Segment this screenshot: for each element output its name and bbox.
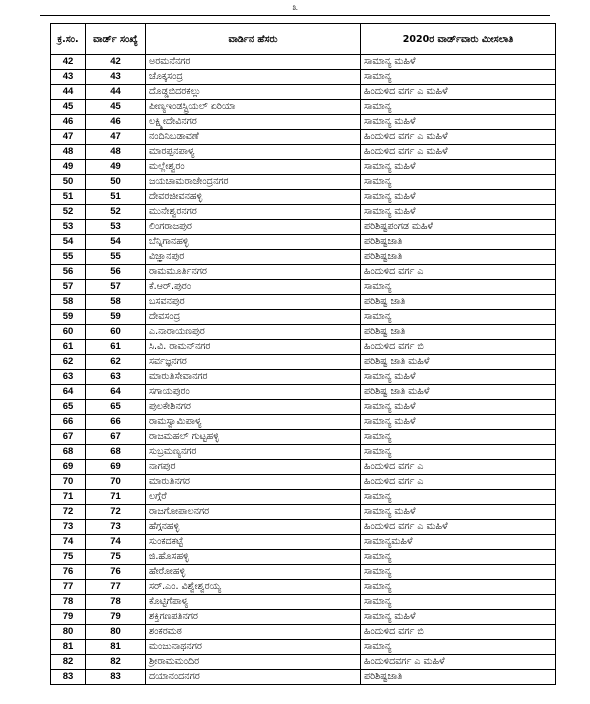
cell-ward-name: ಮಾರಪ್ಪನಪಾಳ್ಯ: [146, 145, 361, 160]
cell-reservation: ಪರಿಶಿಷ್ಟ ಜಾತಿ: [361, 325, 556, 340]
cell-ward-no: 43: [86, 70, 146, 85]
cell-sl-no: 47: [51, 130, 86, 145]
cell-ward-name: ಸುಂಕದಕಟ್ಟೆ: [146, 535, 361, 550]
cell-sl-no: 65: [51, 400, 86, 415]
cell-ward-no: 64: [86, 385, 146, 400]
cell-ward-no: 60: [86, 325, 146, 340]
cell-sl-no: 48: [51, 145, 86, 160]
table-row: [51, 460, 556, 475]
cell-reservation: ಹಿಂದುಳಿದ ವರ್ಗ ಎ ಮಹಿಳೆ: [361, 520, 556, 535]
cell-sl-no: 46: [51, 115, 86, 130]
cell-ward-name: ಸಗಾಯಪುರಂ: [146, 385, 361, 400]
cell-ward-no: 82: [86, 655, 146, 670]
cell-ward-name: ಹೇರೋಹಳ್ಳಿ: [146, 565, 361, 580]
cell-ward-no: 71: [86, 490, 146, 505]
cell-ward-no: 70: [86, 475, 146, 490]
table-row: [51, 640, 556, 655]
cell-sl-no: 54: [51, 235, 86, 250]
table-row: [51, 610, 556, 625]
cell-ward-name: ನಾಗಪುರ: [146, 460, 361, 475]
table-row: [51, 130, 556, 145]
table-row: [51, 655, 556, 670]
cell-sl-no: 75: [51, 550, 86, 565]
cell-sl-no: 63: [51, 370, 86, 385]
cell-sl-no: 57: [51, 280, 86, 295]
cell-sl-no: 51: [51, 190, 86, 205]
cell-ward-no: 58: [86, 295, 146, 310]
cell-reservation: ಪರಿಶಿಷ್ಟ ಜಾತಿ: [361, 295, 556, 310]
table-row: [51, 670, 556, 685]
table-header-row: [51, 24, 556, 55]
table-row: [51, 520, 556, 535]
cell-ward-name: ಲಕ್ಷ್ಮೀದೇವಿನಗರ: [146, 115, 361, 130]
header-sl-no: ಕ್ರ.ಸಂ.: [51, 24, 86, 55]
cell-ward-no: 45: [86, 100, 146, 115]
table-row: [51, 70, 556, 85]
ward-reservation-table: [50, 23, 556, 685]
cell-ward-name: ರಾಮಮೂರ್ತಿನಗರ: [146, 265, 361, 280]
cell-ward-no: 53: [86, 220, 146, 235]
table-row: [51, 355, 556, 370]
page-number: ೩: [292, 2, 298, 13]
cell-reservation: ಹಿಂದುಳಿದ ವರ್ಗ ಎ: [361, 475, 556, 490]
table-row: [51, 205, 556, 220]
cell-reservation: ಸಾಮಾನ್ಯ: [361, 430, 556, 445]
cell-sl-no: 42: [51, 55, 86, 70]
cell-sl-no: 45: [51, 100, 86, 115]
cell-ward-no: 73: [86, 520, 146, 535]
cell-ward-name: ದೇವಸಂದ್ರ: [146, 310, 361, 325]
cell-ward-name: ಶ್ರೀರಾಮಮಂದಿರ: [146, 655, 361, 670]
cell-sl-no: 53: [51, 220, 86, 235]
cell-sl-no: 64: [51, 385, 86, 400]
table-row: [51, 535, 556, 550]
cell-ward-no: 50: [86, 175, 146, 190]
header-ward-no: ವಾರ್ಡ್ ಸಂಖ್ಯೆ: [86, 24, 146, 55]
cell-ward-name: ಜಯಚಾಮರಾಜೇಂದ್ರನಗರ: [146, 175, 361, 190]
table-row: [51, 250, 556, 265]
cell-reservation: ಸಾಮಾನ್ಯ ಮಹಿಳೆ: [361, 610, 556, 625]
cell-ward-name: ಅರಮನೆನಗರ: [146, 55, 361, 70]
cell-reservation: ಸಾಮಾನ್ಯ: [361, 550, 556, 565]
cell-reservation: ಸಾಮಾನ್ಯಮಹಿಳೆ: [361, 535, 556, 550]
cell-sl-no: 73: [51, 520, 86, 535]
cell-sl-no: 81: [51, 640, 86, 655]
cell-ward-no: 66: [86, 415, 146, 430]
table-row: [51, 370, 556, 385]
cell-ward-name: ಶಕ್ತಿಗಣಪತಿನಗರ: [146, 610, 361, 625]
cell-sl-no: 69: [51, 460, 86, 475]
table-row: [51, 160, 556, 175]
table-row: [51, 100, 556, 115]
cell-ward-name: ಮಂಜುನಾಥನಗರ: [146, 640, 361, 655]
cell-sl-no: 83: [51, 670, 86, 685]
cell-sl-no: 74: [51, 535, 86, 550]
cell-sl-no: 71: [51, 490, 86, 505]
cell-ward-name: ಹೆಗ್ಗನಹಳ್ಳಿ: [146, 520, 361, 535]
cell-ward-no: 42: [86, 55, 146, 70]
cell-ward-no: 68: [86, 445, 146, 460]
cell-ward-name: ಸುಬ್ರಮಣ್ಯನಗರ: [146, 445, 361, 460]
table-row: [51, 310, 556, 325]
table-row: [51, 595, 556, 610]
cell-ward-name: ದಯಾನಂದನಗರ: [146, 670, 361, 685]
table-row: [51, 415, 556, 430]
table-row: [51, 400, 556, 415]
table-row: [51, 85, 556, 100]
cell-ward-no: 80: [86, 625, 146, 640]
cell-ward-no: 74: [86, 535, 146, 550]
cell-reservation: ಸಾಮಾನ್ಯ ಮಹಿಳೆ: [361, 160, 556, 175]
cell-ward-name: ಜಿ.ಹೊಸಹಳ್ಳಿ: [146, 550, 361, 565]
table-row: [51, 565, 556, 580]
cell-ward-name: ಮುನೇಶ್ವರನಗರ: [146, 205, 361, 220]
table-row: [51, 235, 556, 250]
cell-sl-no: 44: [51, 85, 86, 100]
cell-ward-no: 83: [86, 670, 146, 685]
cell-sl-no: 58: [51, 295, 86, 310]
cell-ward-no: 76: [86, 565, 146, 580]
cell-ward-no: 59: [86, 310, 146, 325]
cell-reservation: ಸಾಮಾನ್ಯ ಮಹಿಳೆ: [361, 415, 556, 430]
cell-ward-name: ದೇವರಜೀವನಹಳ್ಳಿ: [146, 190, 361, 205]
cell-sl-no: 60: [51, 325, 86, 340]
cell-sl-no: 66: [51, 415, 86, 430]
cell-reservation: ಸಾಮಾನ್ಯ: [361, 445, 556, 460]
cell-reservation: ಸಾಮಾನ್ಯ ಮಹಿಳೆ: [361, 400, 556, 415]
cell-sl-no: 55: [51, 250, 86, 265]
cell-ward-name: ಸರ್.ಎಂ. ವಿಶ್ವೇಶ್ವರಯ್ಯ: [146, 580, 361, 595]
table-row: [51, 385, 556, 400]
cell-ward-name: ದೊಡ್ಡಬಿದರಕಲ್ಲು: [146, 85, 361, 100]
cell-ward-name: ಲಗ್ಗೆರೆ: [146, 490, 361, 505]
cell-ward-name: ರಾಜಮಹಲ್ ಗುಟ್ಟಹಳ್ಳಿ: [146, 430, 361, 445]
cell-reservation: ಸಾಮಾನ್ಯ: [361, 100, 556, 115]
cell-ward-no: 75: [86, 550, 146, 565]
cell-ward-no: 69: [86, 460, 146, 475]
cell-reservation: ಸಾಮಾನ್ಯ ಮಹಿಳೆ: [361, 505, 556, 520]
cell-ward-no: 44: [86, 85, 146, 100]
header-rule: [40, 15, 550, 16]
cell-sl-no: 72: [51, 505, 86, 520]
cell-ward-no: 48: [86, 145, 146, 160]
cell-sl-no: 49: [51, 160, 86, 175]
cell-ward-name: ಎ.ನಾರಾಯಣಪುರ: [146, 325, 361, 340]
header-ward-name: ವಾರ್ಡಿನ ಹೆಸರು: [146, 24, 361, 55]
cell-sl-no: 82: [51, 655, 86, 670]
cell-sl-no: 52: [51, 205, 86, 220]
table-row: [51, 280, 556, 295]
table-row: [51, 550, 556, 565]
cell-ward-name: ಮಾರುತಿನಗರ: [146, 475, 361, 490]
table-row: [51, 340, 556, 355]
cell-ward-no: 67: [86, 430, 146, 445]
cell-ward-name: ಚೊಕ್ಕಸಂದ್ರ: [146, 70, 361, 85]
table-row: [51, 325, 556, 340]
cell-sl-no: 61: [51, 340, 86, 355]
cell-reservation: ಸಾಮಾನ್ಯ: [361, 565, 556, 580]
cell-reservation: ಪರಿಶಿಷ್ಟಜಾತಿ: [361, 235, 556, 250]
cell-reservation: ಸಾಮಾನ್ಯ ಮಹಿಳೆ: [361, 205, 556, 220]
cell-sl-no: 59: [51, 310, 86, 325]
cell-reservation: ಪರಿಶಿಷ್ಟಜಾತಿ: [361, 250, 556, 265]
cell-ward-name: ರಾಜಗೋಪಾಲನಗರ: [146, 505, 361, 520]
cell-sl-no: 79: [51, 610, 86, 625]
cell-ward-no: 46: [86, 115, 146, 130]
cell-reservation: ಹಿಂದುಳಿದ ವರ್ಗ ಎ ಮಹಿಳೆ: [361, 130, 556, 145]
cell-reservation: ಪರಿಶಿಷ್ಟ ಜಾತಿ ಮಹಿಳೆ: [361, 355, 556, 370]
cell-reservation: ಪರಿಶಿಷ್ಟಪಂಗಡ ಮಹಿಳೆ: [361, 220, 556, 235]
cell-reservation: ಸಾಮಾನ್ಯ: [361, 640, 556, 655]
cell-reservation: ಹಿಂದುಳಿದ ವರ್ಗ ಎ: [361, 460, 556, 475]
cell-ward-name: ಸರ್ವಜ್ಞನಗರ: [146, 355, 361, 370]
cell-sl-no: 43: [51, 70, 86, 85]
cell-reservation: ಸಾಮಾನ್ಯ ಮಹಿಳೆ: [361, 115, 556, 130]
cell-ward-no: 57: [86, 280, 146, 295]
table-row: [51, 295, 556, 310]
cell-ward-name: ಬೆನ್ನಿಗಾನಹಳ್ಳಿ: [146, 235, 361, 250]
cell-reservation: ಸಾಮಾನ್ಯ: [361, 310, 556, 325]
cell-reservation: ಸಾಮಾನ್ಯ: [361, 490, 556, 505]
cell-ward-no: 65: [86, 400, 146, 415]
cell-ward-name: ಮಾರುತಿಸೇವಾನಗರ: [146, 370, 361, 385]
cell-reservation: ಹಿಂದುಳಿದ ವರ್ಗ ಎ: [361, 265, 556, 280]
cell-ward-no: 78: [86, 595, 146, 610]
table-row: [51, 115, 556, 130]
cell-reservation: ಹಿಂದುಳಿದ ವರ್ಗ ಎ ಮಹಿಳೆ: [361, 85, 556, 100]
cell-ward-name: ಪುಲಕೇಶಿನಗರ: [146, 400, 361, 415]
table-row: [51, 265, 556, 280]
cell-ward-no: 51: [86, 190, 146, 205]
cell-reservation: ಸಾಮಾನ್ಯ: [361, 280, 556, 295]
table-row: [51, 505, 556, 520]
table-row: [51, 190, 556, 205]
cell-reservation: ಪರಿಶಿಷ್ಟಜಾತಿ: [361, 670, 556, 685]
cell-sl-no: 70: [51, 475, 86, 490]
cell-reservation: ಹಿಂದುಳಿದ ವರ್ಗ ಬಿ: [361, 340, 556, 355]
cell-ward-no: 62: [86, 355, 146, 370]
cell-sl-no: 67: [51, 430, 86, 445]
cell-ward-name: ಪೀಣ್ಯಇಂಡಸ್ಟ್ರಿಯಲ್ ಏರಿಯಾ: [146, 100, 361, 115]
cell-sl-no: 62: [51, 355, 86, 370]
cell-sl-no: 80: [51, 625, 86, 640]
table-row: [51, 475, 556, 490]
table-row: [51, 625, 556, 640]
cell-reservation: ಸಾಮಾನ್ಯ: [361, 175, 556, 190]
table-body: [51, 55, 556, 685]
table-row: [51, 580, 556, 595]
cell-ward-name: ಬಸವನಪುರ: [146, 295, 361, 310]
cell-reservation: ಪರಿಶಿಷ್ಟ ಜಾತಿ ಮಹಿಳೆ: [361, 385, 556, 400]
cell-reservation: ಸಾಮಾನ್ಯ: [361, 580, 556, 595]
cell-sl-no: 50: [51, 175, 86, 190]
cell-ward-name: ಕೆ.ಆರ್.ಪುರಂ: [146, 280, 361, 295]
cell-ward-no: 77: [86, 580, 146, 595]
table-row: [51, 55, 556, 70]
cell-ward-no: 52: [86, 205, 146, 220]
header-reservation: 2020ರ ವಾರ್ಡ್‌ವಾರು ಮೀಸಲಾತಿ: [361, 24, 556, 55]
cell-reservation: ಸಾಮಾನ್ಯ ಮಹಿಳೆ: [361, 55, 556, 70]
cell-reservation: ಹಿಂದುಳಿದವರ್ಗ ಎ ಮಹಿಳೆ: [361, 655, 556, 670]
cell-sl-no: 77: [51, 580, 86, 595]
cell-ward-no: 61: [86, 340, 146, 355]
cell-ward-no: 47: [86, 130, 146, 145]
table-row: [51, 490, 556, 505]
cell-ward-no: 55: [86, 250, 146, 265]
table-row: [51, 175, 556, 190]
cell-ward-name: ವಿಜ್ಞಾನಪುರ: [146, 250, 361, 265]
cell-ward-name: ಶಂಕರಮಠ: [146, 625, 361, 640]
cell-reservation: ಸಾಮಾನ್ಯ: [361, 70, 556, 85]
cell-ward-name: ಲಿಂಗರಾಜಪುರ: [146, 220, 361, 235]
cell-ward-no: 81: [86, 640, 146, 655]
table-row: [51, 220, 556, 235]
table-row: [51, 430, 556, 445]
cell-ward-name: ಕೊಟ್ಟಿಗೆಪಾಳ್ಯ: [146, 595, 361, 610]
cell-sl-no: 76: [51, 565, 86, 580]
cell-ward-no: 63: [86, 370, 146, 385]
table-row: [51, 145, 556, 160]
cell-sl-no: 56: [51, 265, 86, 280]
cell-reservation: ಸಾಮಾನ್ಯ ಮಹಿಳೆ: [361, 190, 556, 205]
cell-ward-name: ನಂದಿನಿಬಡಾವಣೆ: [146, 130, 361, 145]
cell-reservation: ಸಾಮಾನ್ಯ: [361, 595, 556, 610]
cell-reservation: ಹಿಂದುಳಿದ ವರ್ಗ ಎ ಮಹಿಳೆ: [361, 145, 556, 160]
table-row: [51, 445, 556, 460]
cell-ward-name: ಮಲ್ಲೇಶ್ವರಂ: [146, 160, 361, 175]
cell-ward-name: ಸಿ.ವಿ. ರಾಮನ್‌ನಗರ: [146, 340, 361, 355]
cell-reservation: ಹಿಂದುಳಿದ ವರ್ಗ ಬಿ: [361, 625, 556, 640]
cell-ward-no: 79: [86, 610, 146, 625]
cell-ward-no: 72: [86, 505, 146, 520]
cell-sl-no: 68: [51, 445, 86, 460]
cell-ward-no: 49: [86, 160, 146, 175]
cell-ward-no: 56: [86, 265, 146, 280]
cell-ward-no: 54: [86, 235, 146, 250]
cell-reservation: ಸಾಮಾನ್ಯ ಮಹಿಳೆ: [361, 370, 556, 385]
cell-ward-name: ರಾಮಸ್ವಾಮಿಪಾಳ್ಯ: [146, 415, 361, 430]
cell-sl-no: 78: [51, 595, 86, 610]
